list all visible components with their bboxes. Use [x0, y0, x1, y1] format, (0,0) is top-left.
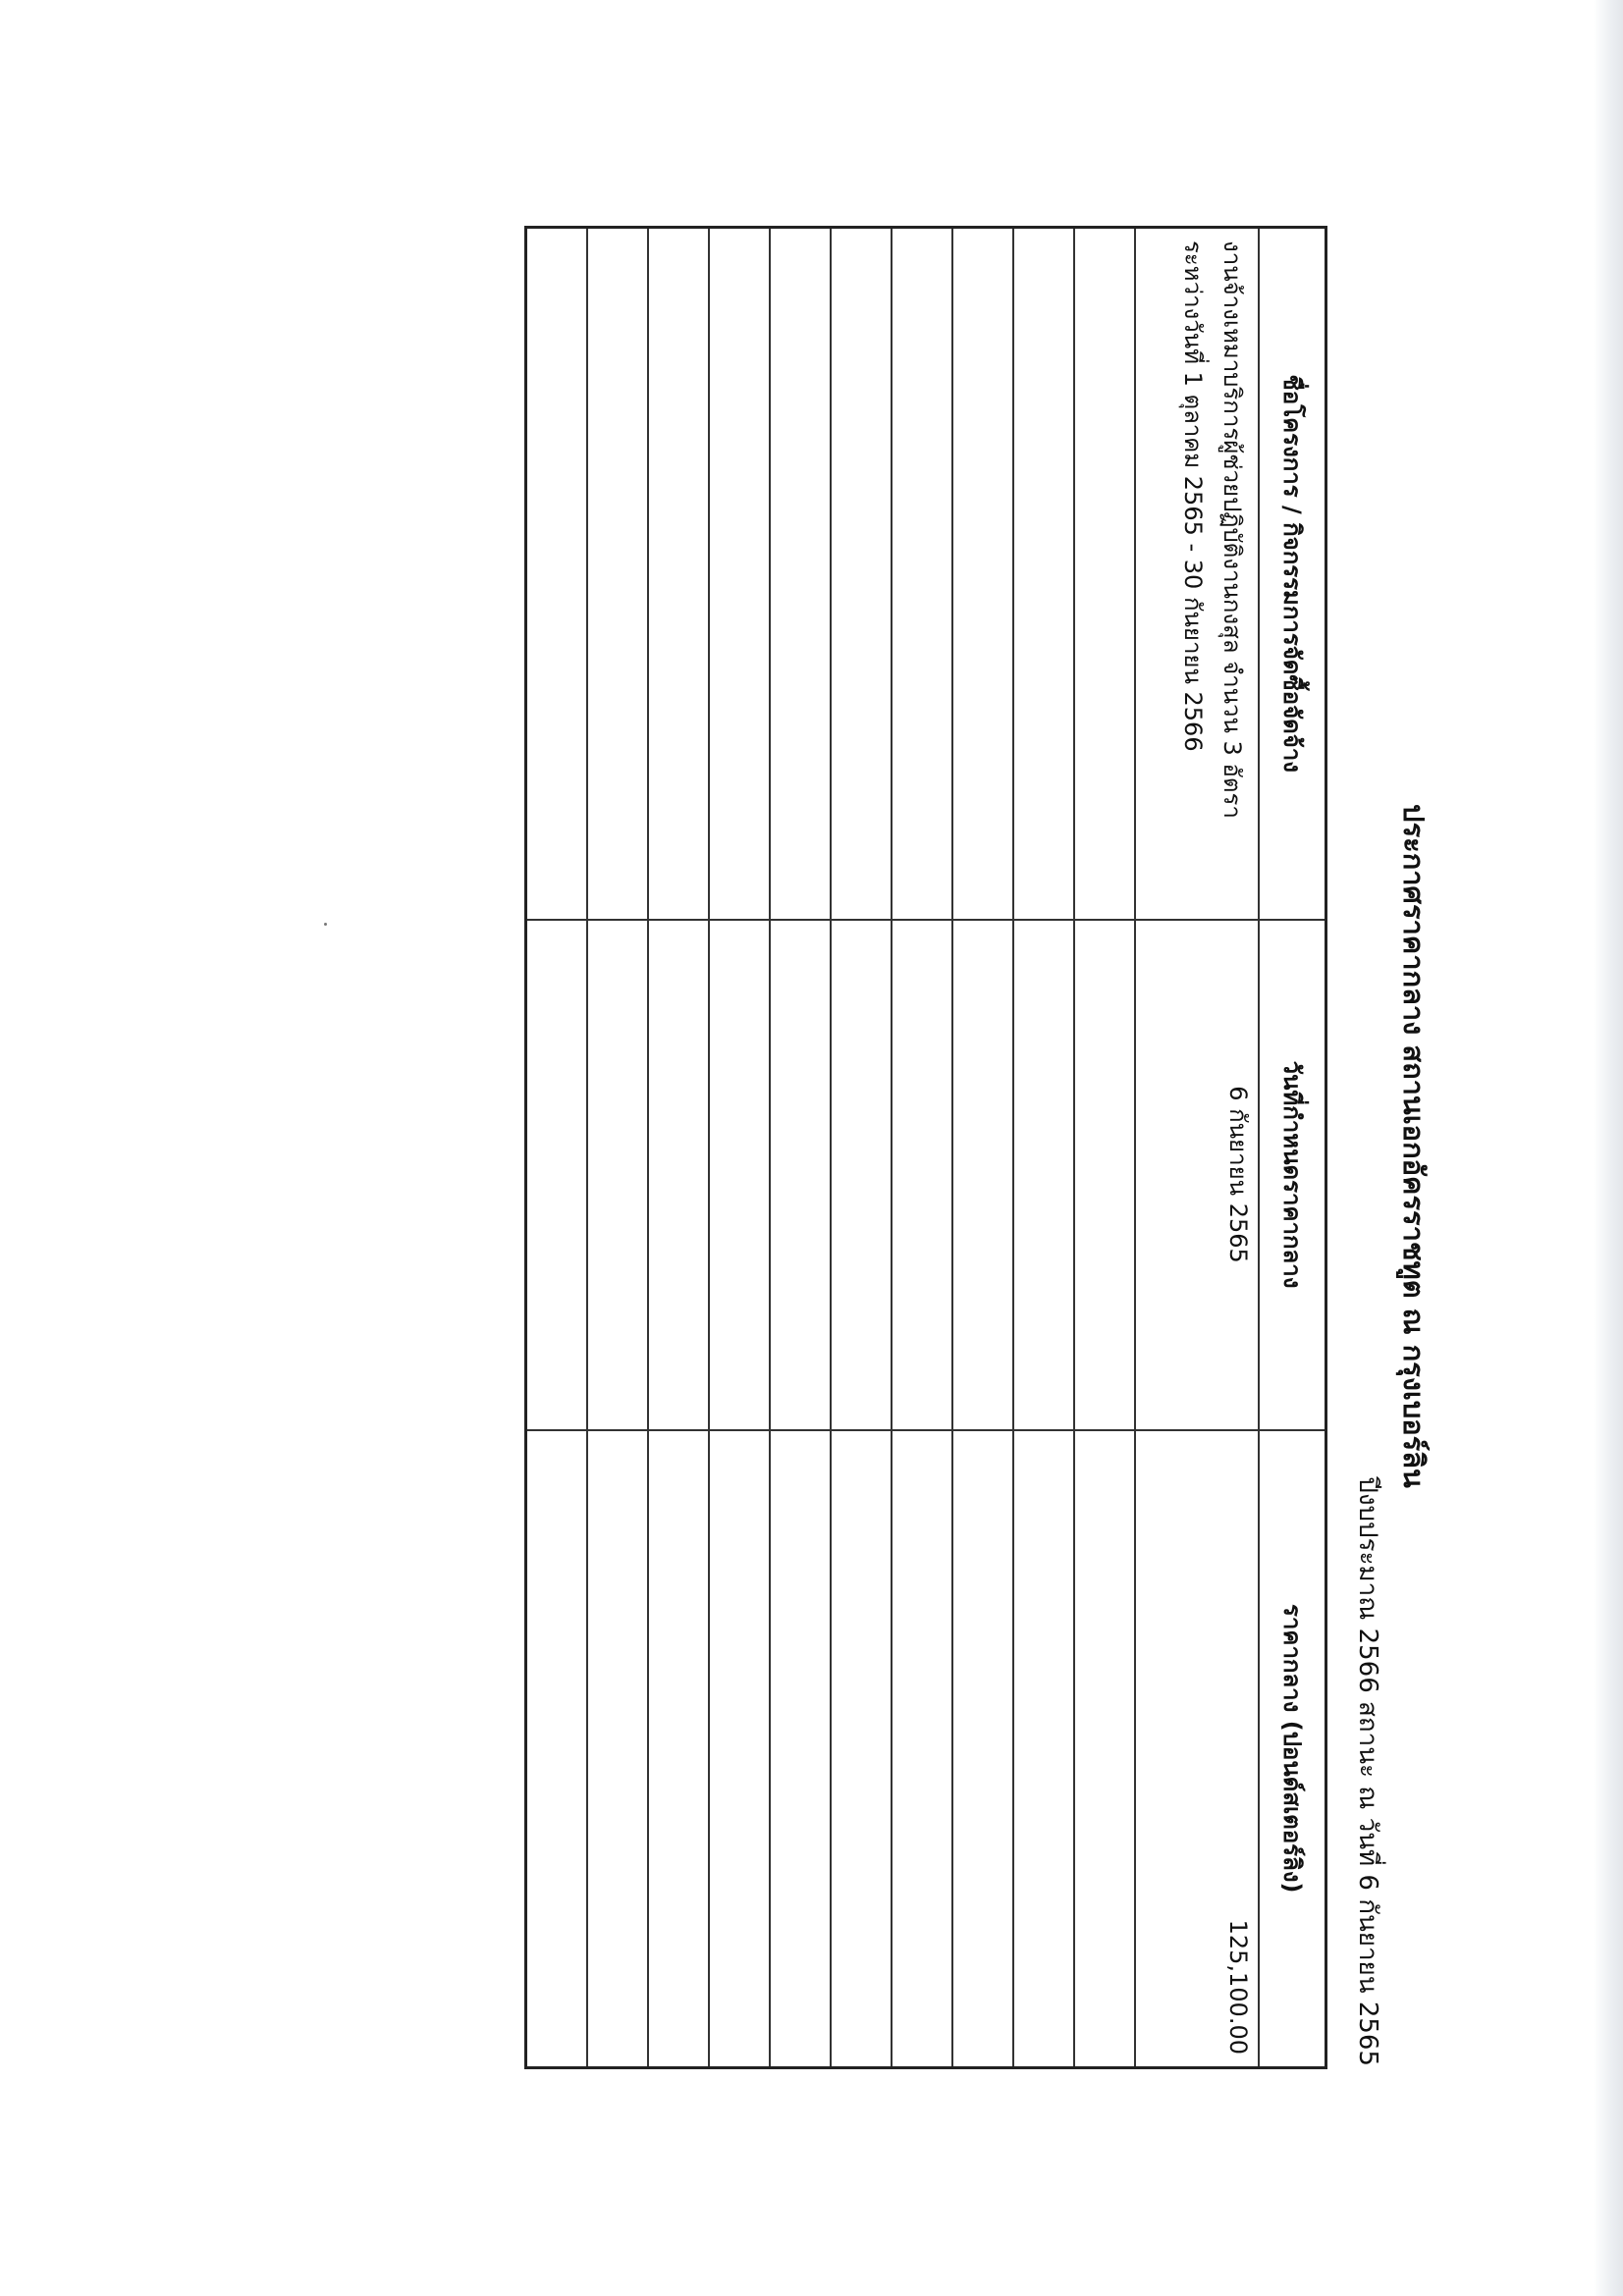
empty-table-row: [1013, 228, 1074, 2068]
empty-cell: [770, 920, 831, 1430]
empty-table-row: [952, 228, 1013, 2068]
empty-cell: [709, 920, 770, 1430]
empty-cell: [770, 228, 831, 920]
project-period-line: ระหว่างวันที่ 1 ตุลาคม 2565 - 30 กันยายน 2566: [1179, 240, 1207, 752]
table-row: [1135, 228, 1259, 2068]
empty-table-row: [1074, 228, 1135, 2068]
empty-table-row: [648, 228, 709, 2068]
empty-cell: [587, 920, 648, 1430]
empty-cell: [709, 1430, 770, 2068]
empty-cell: [952, 228, 1013, 920]
header-price: ราคากลาง (ปอนด์สเตอร์ลิง): [1259, 1430, 1326, 2068]
header-date: วันที่กำหนดราคากลาง: [1259, 920, 1326, 1430]
cell-project: [1135, 228, 1259, 920]
scan-speck: [324, 923, 327, 926]
document-subtitle: ปีงบประมาณ 2566 สถานะ ณ วันที่ 6 กันยายน 2565: [1353, 1476, 1382, 2066]
empty-cell: [1074, 1430, 1135, 2068]
empty-cell: [526, 228, 588, 920]
empty-table-row: [526, 228, 588, 2068]
empty-cell: [831, 1430, 892, 2068]
empty-cell: [831, 228, 892, 920]
cell-price: 125,100.00: [1135, 1430, 1259, 2068]
empty-cell: [892, 920, 952, 1430]
empty-table-row: [770, 228, 831, 2068]
empty-cell: [1074, 228, 1135, 920]
empty-cell: [648, 920, 709, 1430]
header-project: ชื่อโครงการ / กิจกรรมการจัดซื้อจัดจ้าง: [1259, 228, 1326, 920]
empty-cell: [587, 228, 648, 920]
empty-cell: [648, 1430, 709, 2068]
empty-cell: [892, 228, 952, 920]
rotated-document-sheet: [501, 226, 1434, 2066]
empty-cell: [526, 920, 588, 1430]
empty-cell: [526, 1430, 588, 2068]
empty-cell: [648, 228, 709, 920]
reference-price-table: [524, 226, 1327, 2069]
empty-table-row: [709, 228, 770, 2068]
empty-cell: [709, 228, 770, 920]
project-name-line: งานจ้างเหมาบริการผู้ช่วยปฏิบัติงานกงสุล จำนวน 3 อัตรา: [1218, 240, 1246, 819]
empty-cell: [952, 920, 1013, 1430]
table-header-row: [1259, 228, 1326, 2068]
empty-cell: [587, 1430, 648, 2068]
empty-table-row: [892, 228, 952, 2068]
scan-edge-shadow: [1594, 0, 1623, 2296]
empty-cell: [831, 920, 892, 1430]
empty-cell: [1074, 920, 1135, 1430]
cell-date: 6 กันยายน 2565: [1135, 920, 1259, 1430]
empty-cell: [952, 1430, 1013, 2068]
empty-cell: [770, 1430, 831, 2068]
empty-table-row: [587, 228, 648, 2068]
empty-cell: [1013, 228, 1074, 920]
empty-cell: [1013, 1430, 1074, 2068]
empty-cell: [892, 1430, 952, 2068]
empty-table-row: [831, 228, 892, 2068]
empty-cell: [1013, 920, 1074, 1430]
document-title: ประกาศราคากลาง สถานเอกอัครราชทูต ณ กรุงเบอร์ลิน: [1397, 804, 1431, 1488]
